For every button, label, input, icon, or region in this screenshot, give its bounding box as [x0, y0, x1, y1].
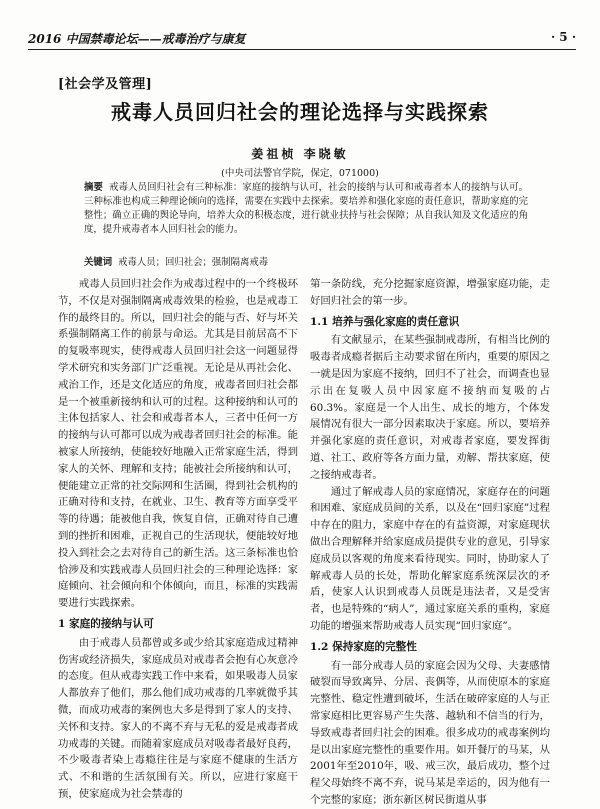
abstract: [84, 181, 528, 255]
page-number: · 5 ·: [550, 30, 576, 44]
running-header: [28, 30, 576, 46]
section1-1-paragraph-b: 通过了解戒毒人员的家庭情况，家庭存在的问题和困难、家庭成员间的关系，以及在“回归家庭”过程中存在的阻力，家庭中存在的有益资源，对家庭现状做出合理解释并给家庭成员提供专业的意见，引导家庭成员以客观的角度来看待现实。同时，协助家人了解戒毒人员的长处，帮助化解家庭系统深层次的矛盾，使家人认识到戒毒人员既是违法者，又是受害者，也是特殊的“病人”，通过家庭关系的重构，家庭功能的增强来帮助戒毒人员实现“回归家庭”。: [310, 485, 550, 632]
keywords-text: 戒毒人员；回归社会；强制隔离戒毒: [118, 257, 269, 268]
intro-paragraph: 戒毒人员回归社会作为戒毒过程中的一个终极环节，不仅是对强制隔离戒毒效果的检验，也是戒毒工作的最终目的。所以，回归社会的能与否、好与坏关系强制隔离工作的前景与命运。尤其是目前居高不下的复吸率现实，使得戒毒人员回归社会这一问题显得学术研究和实务部门广泛重视。无论是从再社会化、戒治工作，还是文化适应的角度，戒毒者回归社会都是一个被重新接纳和认可的过程。这种接纳和认可的主体包括家人、社会和戒毒者本人，三者中任何一方的接纳与认可都可以成为戒毒者回归社会的标准。能被家人所接纳，使能较好地融入正常家庭生活，得到家人的关怀、理解和支持；能被社会所接纳和认可，便能建立正常的社交际网和生活圈，得到社会机构的正确对待和支持，在就业、卫生、教育等方面享受平等的待遇；能被他自我，恢复自信，正确对待自己遭到的挫折和困难，正视自己的生活现状，便能较好地投入到社会之去对待自己的新生活。这三条标准也恰恰涉及和实践戒毒人员回归社会的三种理论选择：家庭倾向、社会倾向和个体倾向，而且，标准的实践需要进行实践探索。: [58, 278, 298, 610]
header-rule: [28, 49, 576, 50]
keywords-label: 关键词: [84, 257, 113, 268]
article-title: 戒毒人员回归社会的理论选择与实践探索: [111, 100, 489, 124]
abstract-label: 摘要: [84, 182, 104, 193]
section-heading-1: 1 家庭的接纳与认可: [58, 617, 154, 630]
keywords: [84, 256, 528, 270]
section1-1-paragraph-a: 有文献显示，在某些强制戒毒所，有相当比例的吸毒者成瘾者据后主动要求留在所内，重要的原因之一就是因为家庭不接纳，回归不了社会，而调查也显示出在复吸人员中因家庭不接纳而复吸的占60.3%。家庭是一个人出生、成长的地方，个体发展情况有很大一部分因素取决于家庭。所以，要培养并强化家庭的责任意识，对戒毒者家庭，要发挥街道、社工、政府等各方面力量，劝解、帮扶家庭，使之接纳戒毒者。: [310, 334, 550, 481]
right-column: [310, 276, 550, 806]
section1-paragraph: 由于戒毒人员都曾或多或少给其家庭造成过精神伤害或经济损失，家庭成员对戒毒者会抱有心灰意冷的态度。但从戒毒实践工作中来看，如果吸毒人员家人都放弃了他们，那么他们成功戒毒的几率就微乎其微，而成功戒毒的案例也大多是得到了家人的支持、关怀和支持。家人的不离不弃与无私的爱是戒毒者成功戒毒的关键。而随着家庭成员对吸毒者最好良药，不少吸毒者染上毒瘾往往是与家庭不健康的生活方式、不和谐的生活氛围有关。所以，应进行家庭干预，使家庭成为社会禁毒的: [58, 636, 298, 800]
abstract-text: 戒毒人员回归社会有三种标准：家庭的接纳与认可，社会的接纳与认可和戒毒者本人的接纳与认可。三种标准也构成三种理论倾向的选择，需要在实践中去探索。要培养和强化家庭的责任意识，帮助家庭的完整性；确立正确的舆论导向，培养大众的积极态度，进行就业扶持与社会保障；从自我认知及文化适应的角度，提升戒毒者本人回归社会的能力。: [84, 182, 528, 235]
authors: 姜祖桢 李晓敏: [251, 147, 349, 161]
section-tag: [社会学及管理]: [58, 77, 153, 92]
left-column: [58, 276, 298, 800]
section1-2-paragraph: 有一部分戒毒人员的家庭会因为父母、夫妻感情破裂而导致离异、分居、丧偶等，从而使原本的家庭完整性、稳定性遭到破坏，生活在破碎家庭的人与正常家庭相比更容易产生失落、越轨和不信当的行为，导致戒毒者回归社会的困难。很多成功的戒毒案例均是以出家庭完整性的重要作用。如开餐厅的马某，从2001年至2010年，吸、戒三次，最后成功，整个过程父母始终不离不弃，说马某是幸运的，因为他有一个完整的家庭；浙东新区树民街道从事: [310, 659, 550, 806]
journal-name: 2016 中国禁毒论坛——戒毒治疗与康复: [28, 32, 246, 46]
continued-paragraph: 第一条防线，充分挖掘家庭资源，增强家庭功能，走好回归社会的第一步。: [310, 278, 550, 307]
section-heading-1-2: 1.2 保持家庭的完整性: [310, 640, 417, 653]
affiliation: (中央司法警官学院，保定，071000): [221, 168, 379, 179]
section-heading-1-1: 1.1 培养与强化家庭的责任意识: [310, 315, 460, 328]
